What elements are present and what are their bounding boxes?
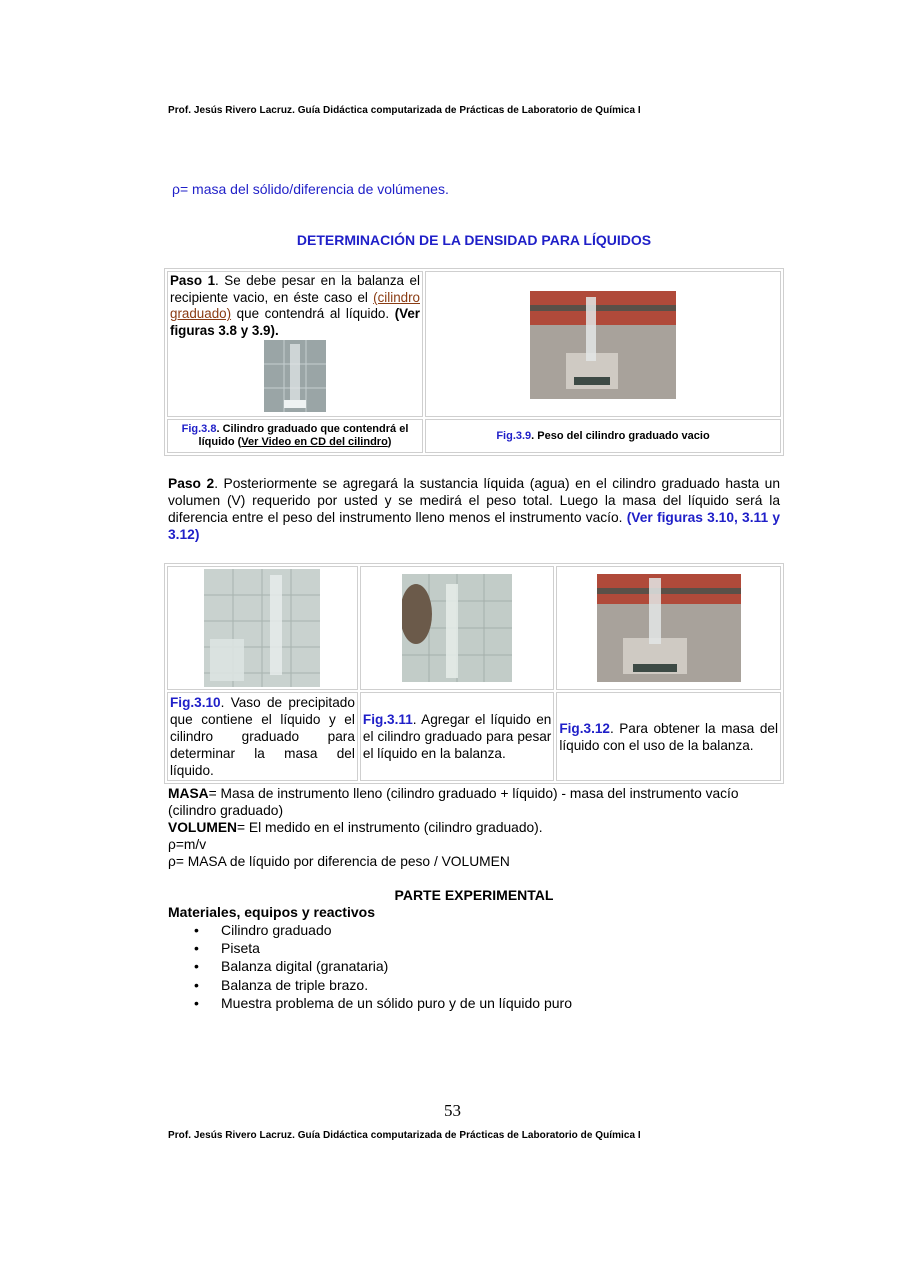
- experimental-title: PARTE EXPERIMENTAL: [394, 887, 554, 903]
- steps-table-2: [164, 563, 784, 784]
- fig3-12-caption: Fig.3.12. Para obtener la masa del líquido con el uso de la balanza.: [559, 720, 778, 753]
- photo-pouring-liquid: [402, 574, 512, 682]
- steps-table-1: [164, 268, 784, 456]
- cylinder-link[interactable]: (cilindro graduado): [170, 289, 420, 322]
- step1-cell: [167, 271, 423, 417]
- fig3-8-caption-cell: [167, 419, 423, 453]
- list-item: • Piseta: [190, 939, 572, 957]
- fig3-10-photo-cell: [167, 566, 358, 690]
- step1-label: Paso 1: [170, 273, 216, 288]
- fig3-12-caption-cell: [556, 692, 781, 781]
- fig3-10-caption-cell: [167, 692, 358, 781]
- volumen-definition: VOLUMEN= El medido en el instrumento (cilindro graduado).: [168, 820, 543, 835]
- photo-filled-cylinder-on-scale: [597, 574, 741, 682]
- materials-title: Materiales, equipos y reactivos: [168, 904, 375, 920]
- list-item: • Muestra problema de un sólido puro y de un líquido puro: [190, 994, 572, 1012]
- fig3-10-caption: Fig.3.10. Vaso de precipitado que contiene el líquido y el cilindro graduado para determinar la masa del líquido.: [170, 695, 355, 778]
- step2-label: Paso 2: [168, 476, 215, 491]
- cylinder-video-link[interactable]: Ver Video en CD del cilindro: [241, 436, 388, 448]
- step2-paragraph: Paso 2. Posteriormente se agregará la sustancia líquida (agua) en el cilindro graduado hasta un volumen (V) requerido por usted y se medirá el peso total. Luego la masa del líquido será la diferencia entre el peso del instrumento lleno menos el instrumento vacío. (Ver figuras 3.10, 3.11 y 3.12): [168, 476, 781, 542]
- fig3-11-caption-cell: [360, 692, 554, 781]
- list-item: • Cilindro graduado: [190, 921, 572, 939]
- section-title: DETERMINACIÓN DE LA DENSIDAD PARA LÍQUIDOS: [296, 232, 652, 248]
- fig3-12-photo-cell: [556, 566, 781, 690]
- materials-list: [190, 921, 572, 1012]
- step1-figure-ref: (Ver figuras 3.8 y 3.9).: [170, 306, 420, 338]
- photo-graduated-cylinder: [264, 340, 326, 412]
- density-formula-description: ρ= MASA de líquido por diferencia de peso / VOLUMEN: [168, 854, 510, 869]
- definitions-block: [168, 785, 780, 870]
- density-formula: ρ=m/v: [168, 837, 207, 852]
- fig3-8-caption: Fig.3.8. Cilindro graduado que contendrá el líquido (Ver Video en CD del cilindro): [181, 423, 409, 448]
- fig3-9-caption: Fig.3.9. Peso del cilindro graduado vacio: [496, 429, 710, 442]
- fig3-11-caption: Fig.3.11. Agregar el líquido en el cilindro graduado para pesar el líquido en la balanza.: [362, 712, 552, 761]
- page-header: Prof. Jesús Rivero Lacruz. Guía Didáctica computarizada de Prácticas de Laboratorio de Química I: [168, 105, 641, 116]
- density-solid-formula: ρ= masa del sólido/diferencia de volúmenes.: [172, 181, 449, 197]
- fig3-9-photo-cell: [425, 271, 781, 417]
- list-item: • Balanza de triple brazo.: [190, 976, 572, 994]
- fig3-9-caption-cell: [425, 419, 781, 453]
- page-number: 53: [444, 1101, 461, 1120]
- fig3-11-photo-cell: [360, 566, 554, 690]
- list-item: • Balanza digital (granataria): [190, 957, 572, 975]
- masa-definition: MASA= Masa de instrumento lleno (cilindro graduado + líquido) - masa del instrumento vacío (cilindro graduado): [168, 786, 739, 818]
- page-footer: Prof. Jesús Rivero Lacruz. Guía Didáctica computarizada de Prácticas de Laboratorio de Química I: [168, 1130, 641, 1141]
- photo-beaker-and-cylinder: [204, 569, 320, 687]
- photo-empty-cylinder-on-scale: [530, 291, 676, 399]
- step2-figure-ref: (Ver figuras 3.10, 3.11 y 3.12): [168, 510, 780, 542]
- step1-text: Paso 1. Se debe pesar en la balanza el recipiente vacio, en éste caso el (cilindro graduado) que contendrá al líquido. (Ver figuras 3.8 y 3.9).: [170, 273, 420, 338]
